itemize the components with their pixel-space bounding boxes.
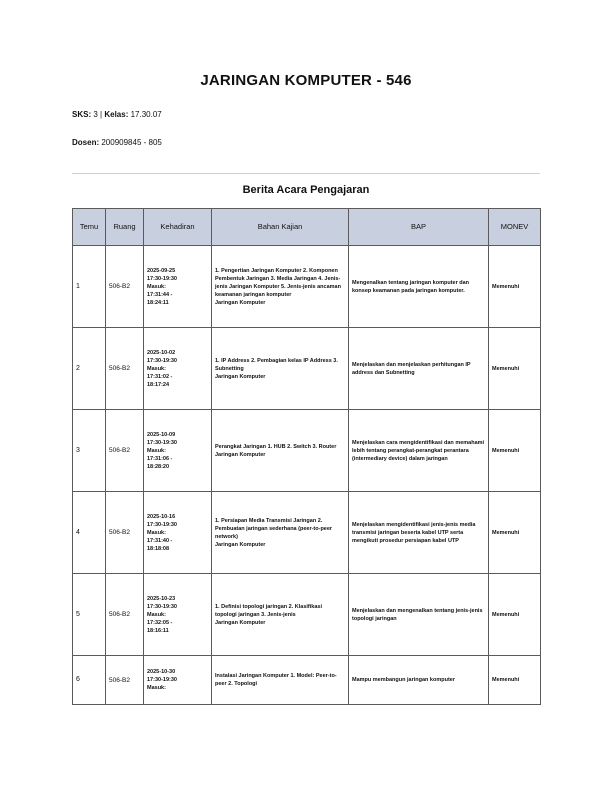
kehadiran-line: 17:31:40 - xyxy=(147,537,173,544)
bahan-kajian-line: Jaringan Komputer xyxy=(215,299,266,306)
cell-monev: Memenuhi xyxy=(489,328,541,410)
bahan-kajian-line: Jaringan Komputer xyxy=(215,541,266,548)
course-meta-line xyxy=(72,110,162,119)
kelas-label: Kelas: xyxy=(104,110,129,119)
kehadiran-line: 17:32:05 - xyxy=(147,619,173,626)
kehadiran-line: 17:31:02 - xyxy=(147,373,173,380)
bap-table xyxy=(72,208,541,705)
cell-kehadiran xyxy=(144,656,212,705)
cell-bap: Menjelaskan cara mengidentifikasi dan memahami lebih tentang perangkat-perangkat perantara (intermediary device) dalam jaringan xyxy=(349,410,489,492)
kehadiran-line: 18:16:11 xyxy=(147,627,169,634)
header-temu: Temu xyxy=(73,209,106,246)
table-row xyxy=(73,656,541,705)
lecturer-line xyxy=(72,138,162,147)
kehadiran-line: 18:24:11 xyxy=(147,299,169,306)
table-row xyxy=(73,246,541,328)
bahan-kajian-line: Jaringan Komputer xyxy=(215,451,266,458)
kehadiran-line: 18:17:24 xyxy=(147,381,170,388)
kehadiran-line: 2025-10-23 xyxy=(147,595,176,602)
cell-ruang: 506-B2 xyxy=(106,656,144,705)
cell-temu: 6 xyxy=(73,656,106,705)
cell-bahan-kajian xyxy=(212,328,349,410)
cell-kehadiran xyxy=(144,574,212,656)
bahan-kajian-line: 1. Persiapan Media Transmisi Jaringan 2. Pembuatan jaringan sederhana (peer-to-peer network) xyxy=(215,517,333,540)
cell-monev: Memenuhi xyxy=(489,492,541,574)
cell-kehadiran xyxy=(144,246,212,328)
kehadiran-line: Masuk: xyxy=(147,365,166,372)
bahan-kajian-line: 1. IP Address 2. Pembagian kelas IP Address 3. Subnetting xyxy=(215,357,338,372)
kehadiran-line: 18:28:20 xyxy=(147,463,170,470)
kehadiran-line: 17:30-19:30 xyxy=(147,357,177,364)
cell-ruang: 506-B2 xyxy=(106,492,144,574)
kehadiran-line: 2025-09-25 xyxy=(147,267,176,274)
cell-bahan-kajian xyxy=(212,410,349,492)
bahan-kajian-line: Jaringan Komputer xyxy=(215,619,266,626)
dosen-label: Dosen: xyxy=(72,138,100,147)
header-kehadiran: Kehadiran xyxy=(144,209,212,246)
kehadiran-line: Masuk: xyxy=(147,611,166,618)
kehadiran-line: 17:30-19:30 xyxy=(147,603,177,610)
section-title: Berita Acara Pengajaran xyxy=(242,184,370,196)
kehadiran-line: 17:30-19:30 xyxy=(147,677,177,683)
kehadiran-line: 17:30-19:30 xyxy=(147,439,177,446)
cell-bap: Menjelaskan mengidentifikasi jenis-jenis media transmisi jaringan beserta kabel UTP serta mengikuti prosedur persiapan kabel UTP xyxy=(349,492,489,574)
table-row xyxy=(73,328,541,410)
divider xyxy=(72,173,540,174)
cell-temu: 4 xyxy=(73,492,106,574)
cell-temu: 5 xyxy=(73,574,106,656)
dosen-value: 200909845 - 805 xyxy=(101,138,162,147)
table-row xyxy=(73,574,541,656)
kehadiran-line: 17:30-19:30 xyxy=(147,521,177,528)
cell-ruang: 506-B2 xyxy=(106,246,144,328)
cell-monev: Memenuhi xyxy=(489,410,541,492)
cell-bap: Menjelaskan dan menjelaskan perhitungan IP address dan Subnetting xyxy=(349,328,489,410)
bahan-kajian-line: Instalasi Jaringan Komputer 1. Model: Peer-to-peer 2. Topologi xyxy=(215,673,337,687)
cell-ruang: 506-B2 xyxy=(106,574,144,656)
cell-bahan-kajian xyxy=(212,246,349,328)
kehadiran-line: Masuk: xyxy=(147,283,166,290)
header-bahan-kajian: Bahan Kajian xyxy=(212,209,349,246)
page-title: JARINGAN KOMPUTER - 546 xyxy=(200,72,412,89)
kehadiran-line: 17:31:44 - xyxy=(147,291,173,298)
kehadiran-line: 17:30-19:30 xyxy=(147,275,177,282)
kelas-value: 17.30.07 xyxy=(130,110,162,119)
table-row xyxy=(73,410,541,492)
kehadiran-line: Masuk: xyxy=(147,529,166,536)
sks-label: SKS: xyxy=(72,110,92,119)
bahan-kajian-line: 1. Definisi topologi jaringan 2. Klasifikasi topologi jaringan 3. Jenis-jenis xyxy=(215,603,322,618)
meta-separator: | xyxy=(100,110,103,119)
kehadiran-line: 2025-10-30 xyxy=(147,669,176,675)
table-row xyxy=(73,492,541,574)
kehadiran-line: 2025-10-16 xyxy=(147,513,176,520)
table-header-row xyxy=(73,209,541,246)
kehadiran-line: 2025-10-02 xyxy=(147,349,176,356)
kehadiran-line: 18:18:08 xyxy=(147,545,170,552)
kehadiran-line: 2025-10-09 xyxy=(147,431,176,438)
kehadiran-line: Masuk: xyxy=(147,447,166,454)
cell-temu: 3 xyxy=(73,410,106,492)
header-ruang: Ruang xyxy=(106,209,144,246)
cell-monev: Memenuhi xyxy=(489,574,541,656)
cell-ruang: 506-B2 xyxy=(106,410,144,492)
cell-bahan-kajian xyxy=(212,492,349,574)
cell-bahan-kajian xyxy=(212,656,349,705)
cell-bap: Menjelaskan dan mengenalkan tentang jenis-jenis topologi jaringan xyxy=(349,574,489,656)
cell-kehadiran xyxy=(144,492,212,574)
sks-value: 3 xyxy=(93,110,98,119)
kehadiran-line: 17:31:06 - xyxy=(147,455,173,462)
cell-temu: 2 xyxy=(73,328,106,410)
bahan-kajian-line: Perangkat Jaringan 1. HUB 2. Switch 3. Router xyxy=(215,443,337,450)
cell-monev: Memenuhi xyxy=(489,656,541,705)
cell-monev: Memenuhi xyxy=(489,246,541,328)
header-bap: BAP xyxy=(349,209,489,246)
cell-kehadiran xyxy=(144,328,212,410)
cell-temu: 1 xyxy=(73,246,106,328)
cell-bap: Mengenalkan tentang jaringan komputer dan konsep keamanan pada jaringan komputer. xyxy=(349,246,489,328)
cell-ruang: 506-B2 xyxy=(106,328,144,410)
bahan-kajian-line: Jaringan Komputer xyxy=(215,373,266,380)
cell-bap: Mampu membangun jaringan komputer xyxy=(349,656,489,705)
cell-bahan-kajian xyxy=(212,574,349,656)
bahan-kajian-line: 1. Pengertian Jaringan Komputer 2. Komponen Pembentuk Jaringan 3. Media Jaringan 4. Jenis-jenis Jaringan Komputer 5. Jenis-jenis ancaman keamanan jaringan komputer xyxy=(215,267,341,298)
header-monev: MONEV xyxy=(489,209,541,246)
cell-kehadiran xyxy=(144,410,212,492)
kehadiran-line: Masuk: xyxy=(147,685,166,691)
